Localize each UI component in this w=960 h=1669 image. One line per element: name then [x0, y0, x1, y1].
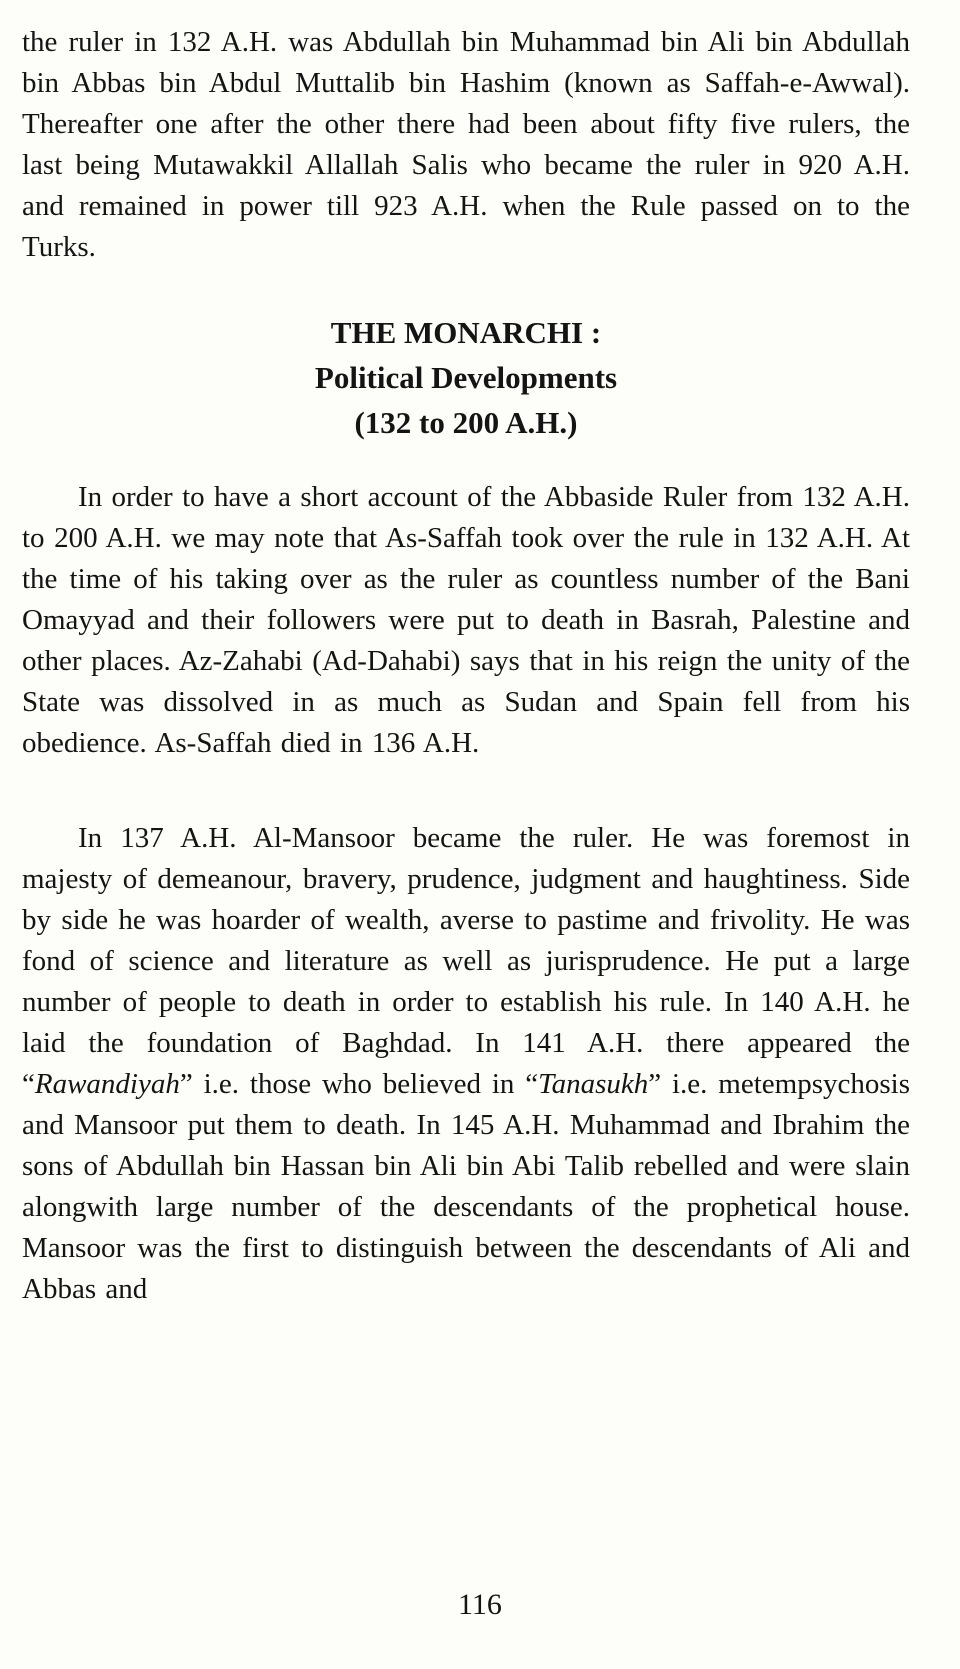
italic-term: Rawandiyah — [34, 1068, 180, 1100]
heading-subtitle-line: Political Developments — [314, 360, 618, 395]
paragraph-continuation: the ruler in 132 A.H. was Abdullah bin Muhammad bin Ali bin Abdullah bin Abbas bin Abdul Muttalib bin Hashim (known as Saffah-e-Awwal). Thereafter one after the other there had been about fifty five rulers, the last being Mutawakkil Allallah Salis who became the ruler in 920 A.H. and remained in power till 923 A.H. when the Rule passed on to the Turks. — [22, 26, 910, 263]
heading-date-range-line: (132 to 200 A.H.) — [354, 405, 578, 440]
paragraph-al-mansoor — [22, 818, 910, 1310]
text-segment: In 137 A.H. Al-Mansoor became the ruler. He was foremost in majesty of demeanour, bravery, prudence, judgment and haughtiness. Side by side he was hoarder of wealth, averse to pastime and frivolity. He was fond of science and literature as well as jurisprudence. He put a large number of people to death in order to establish his rule. In 140 A.H. he laid the foundation of Baghdad. In 141 A.H. there appeared the “ — [22, 822, 910, 1100]
section-heading — [22, 310, 910, 445]
text-segment: ” i.e. those who believed in “ — [179, 1068, 539, 1100]
heading-title-line: THE MONARCHI : — [330, 315, 602, 350]
paragraph-as-saffah: In order to have a short account of the Abbaside Ruler from 132 A.H. to 200 A.H. we may note that As-Saffah took over the rule in 132 A.H. At the time of his taking over as the ruler as countless number of the Bani Omayyad and their followers were put to death in Basrah, Palestine and other places. Az-Zahabi (Ad-Dahabi) says that in his reign the unity of the State was dissolved in as much as Sudan and Spain fell from his obedience. As-Saffah died in 136 A.H. — [22, 481, 910, 759]
text-segment: ” i.e. metempsychosis and Mansoor put them to death. In 145 A.H. Muhammad and Ibrahim the sons of Abdullah bin Hassan bin Ali bin Abi Talib rebelled and were slain alongwith large number of the descendants of the prophetical house. Mansoor was the first to distinguish between the descendants of Ali and Abbas and — [22, 1068, 910, 1305]
page-number: 116 — [458, 1588, 502, 1621]
italic-term: Tanasukh — [538, 1068, 649, 1100]
